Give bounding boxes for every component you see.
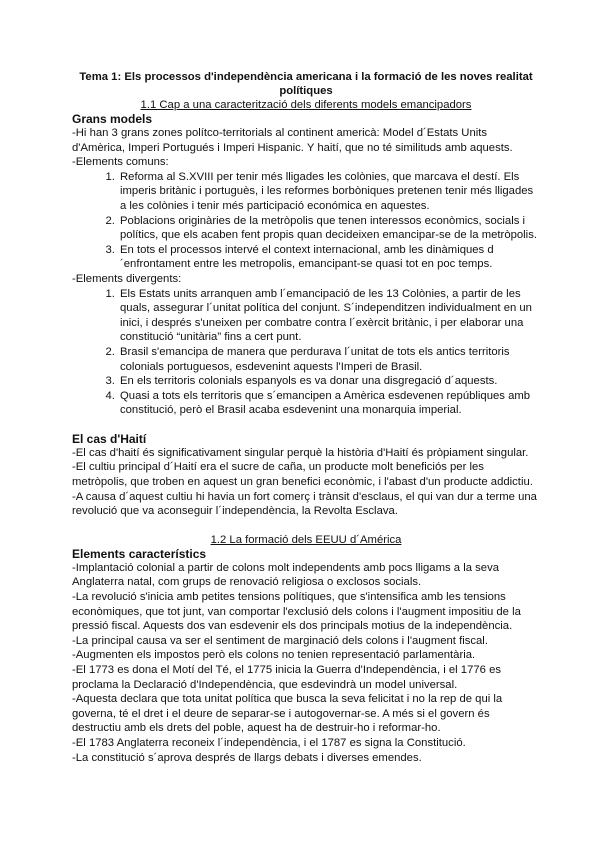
intro-paragraph: -Hi han 3 grans zones polítco-territorials al continent americà: Model d´Estats Units d'Amèrica, Imperi Portugués i Imperi Hispanic. Y haití, que no té similituds amb aquests. <box>72 127 513 154</box>
list-item: 4. Quasi a tots els territoris que s´emancipen a Amèrica esdevenen repúbliques amb constitució, però el Brasil acaba esdevenint una monarquia imperial. <box>118 389 540 418</box>
spacer <box>72 418 540 432</box>
list-item: 2. Poblacions originàries de la metròpolis que tenen interessos econòmics, socials i polítics, que els acaben fent propis quan decideixen emancipar-se de la metròpolis. <box>118 214 540 243</box>
list-item: 1. Reforma al S.XVIII per tenir més lligades les colònies, que marcava el destí. Els imperis britànic i portuguès, i les reformes borbòniques pretenen tenir més lligades a les colònies i tenir més participació económica en aquestes. <box>118 170 540 214</box>
elements-caracteristics-heading: Elements característics <box>72 546 207 561</box>
section-2-paragraph: -El 1773 es dona el Motí del Té, el 1775 inicia la Guerra d'Independència, i el 1776 es proclama la Declaració d'Independència, que esdevindrà un model universal. <box>72 664 502 691</box>
section-2-subtitle: 1.2 La formació dels EEUU d´América <box>210 533 402 546</box>
list-item: 3. En els territoris colonials espanyols es va donar una disgregació d´aquests. <box>118 374 540 389</box>
section-2-paragraph: -La revolució s'inicia amb petites tensions polítiques, que s'intensifica amb les tensions econòmiques, que tot junt, van comportar l'exclusió dels colons i l'augment impositiu de la pressió fiscal. Aquests dos van esdevenir els dos principals motius de la independència. <box>72 591 521 633</box>
grans-models-heading: Grans models <box>72 112 153 126</box>
list-item: 1. Els Estats units arranquen amb l´emancipació de les 13 Colònies, a partir de les quals, assegurar l´unitat política del conjunt. S´independitzen individualment en un inici, i després s'uneixen per combatre contra l´exèrcit britànic, i per elaborar una constitució “unitària” fins a cert punt. <box>118 287 540 345</box>
haiti-heading: El cas d'Haití <box>72 431 147 446</box>
section-1-subtitle: 1.1 Cap a una caracterització dels diferents models emancipadors <box>140 99 472 111</box>
haiti-paragraph: -El cultiu principal d´Haití era el sucre de caña, un producte molt beneficiós per les metròpolis, que troben en aquest un gran benefici econòmic, i l'abast d'un producte addictiu. <box>72 461 533 489</box>
section-2-paragraph: -La constitució s´aprova després de llargs debats i diverses emendes. <box>72 751 422 764</box>
section-2-paragraph: -Aquesta declara que tota unitat política que busca la seva felicitat i no la rep de qui la governa, té el dret i el deure de separar-se i autogovernar-se. A més si el govern és destructiu amb els drets del poble, aquest ha de destruir-ho i reformar-ho. <box>72 693 503 735</box>
haiti-paragraph: -A causa d´aquest cultiu hi havia un fort comerç i trànsit d'esclaus, el qui van dur a terme una revolució que va aconseguir l´independència, la Revolta Esclava. <box>72 490 537 518</box>
list-item: 2. Brasil s'emancipa de manera que perdurava l´unitat de tots els antics territoris colonials portuguesos, esdevenint aquests l'Imperi de Brasil. <box>118 345 540 374</box>
section-2-paragraph: -Implantació colonial a partir de colons molt independents amb pocs lligams a la seva Anglaterra natal, com grups de renovació religiosa o exclosos socials. <box>72 561 499 589</box>
haiti-paragraph: -El cas d'haití és significativament singular perquè la història d'Haití és pròpiament singular. <box>72 446 529 459</box>
divergent-elements-list <box>72 287 540 418</box>
list-item: 3. En tots el processos intervé el context internacional, amb les dinàmiques d´enfrontament entre les metropolis, emancipant-se quasi tot en poc temps. <box>118 243 540 272</box>
section-2-paragraph: -El 1783 Anglaterra reconeix l´independència, i el 1787 es signa la Constitució. <box>72 736 466 749</box>
spacer <box>72 519 540 533</box>
common-elements-list <box>72 170 540 272</box>
divergent-elements-label: -Elements divergents: <box>72 272 182 285</box>
document-title: Tema 1: Els processos d'independència americana i la formació de les noves realitat polítiques <box>79 71 533 97</box>
common-elements-label: -Elements comuns: <box>72 156 169 169</box>
section-2-paragraph: -Augmenten els impostos però els colons no tenien representació parlamentària. <box>72 649 476 662</box>
section-2-paragraph: -La principal causa va ser el sentiment de marginació dels colons i l'augment fiscal. <box>72 634 488 647</box>
